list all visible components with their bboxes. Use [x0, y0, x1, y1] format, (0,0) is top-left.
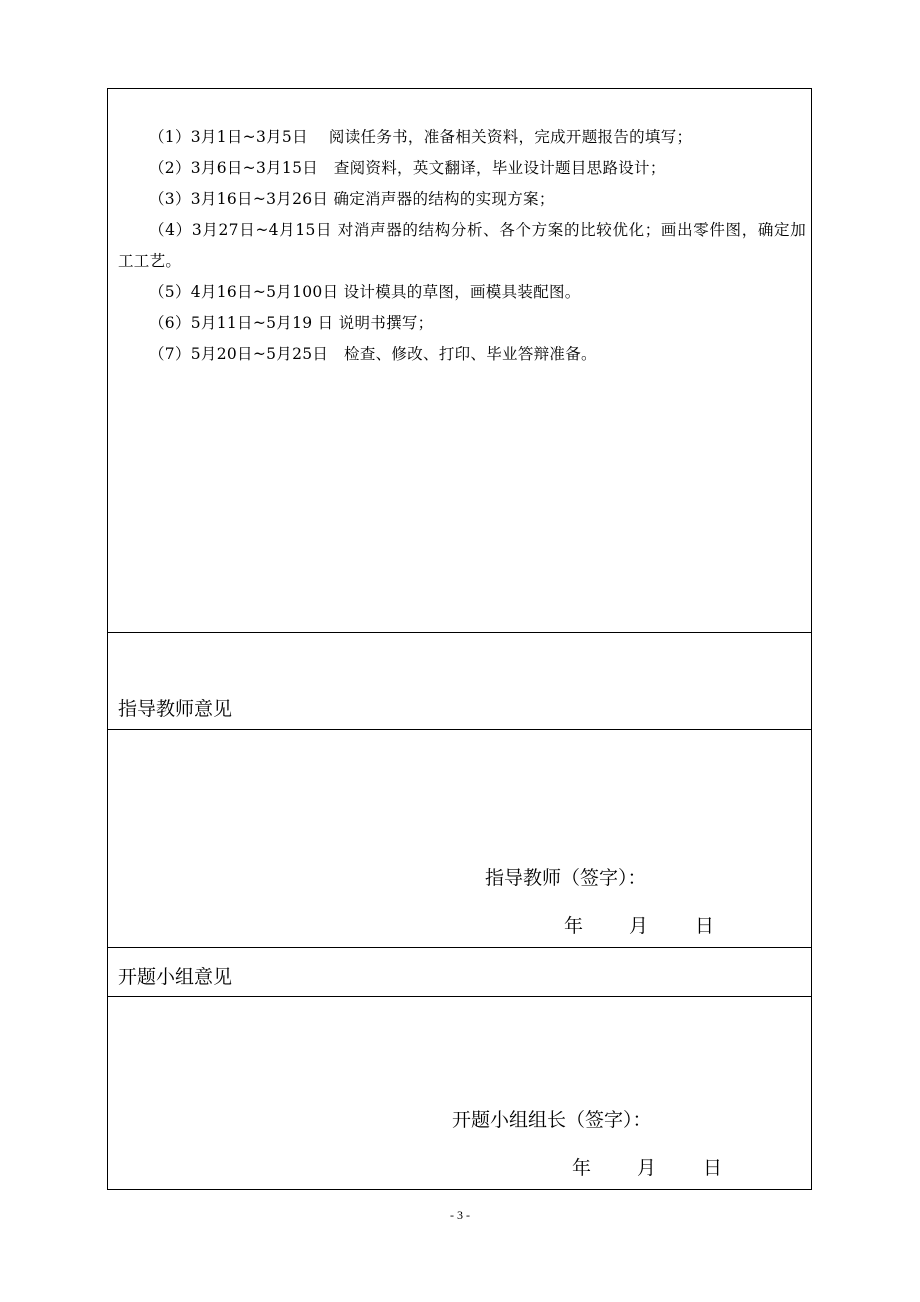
- group-month-label: 月: [637, 1157, 657, 1179]
- advisor-signature-label: 指导教师（签字）：: [485, 867, 647, 889]
- schedule-item-7: （7）5月20日~5月25日 检查、修改、打印、毕业答辩准备。: [149, 345, 597, 363]
- group-opinion-cell: [107, 996, 812, 1190]
- advisor-day-label: 日: [695, 915, 715, 937]
- page-number: - 3 -: [450, 1208, 470, 1222]
- group-leader-signature-label: 开题小组组长（签字）：: [452, 1109, 652, 1131]
- advisor-year-label: 年: [564, 915, 584, 937]
- group-year-label: 年: [572, 1157, 592, 1179]
- advisor-opinion-header-cell: [107, 632, 812, 730]
- advisor-month-label: 月: [629, 915, 649, 937]
- schedule-item-2: （2）3月6日~3月15日 查阅资料，英文翻译，毕业设计题目思路设计；: [149, 159, 666, 177]
- group-day-label: 日: [703, 1157, 723, 1179]
- schedule-item-1: （1）3月1日~3月5日 阅读任务书，准备相关资料，完成开题报告的填写；: [149, 128, 693, 146]
- schedule-item-5: （5）4月16日~5月100日 设计模具的草图，画模具装配图。: [149, 283, 581, 301]
- schedule-cell: [107, 88, 812, 633]
- group-opinion-label: 开题小组意见: [118, 966, 233, 988]
- advisor-opinion-label: 指导教师意见: [118, 698, 233, 720]
- schedule-item-6: （6）5月11日~5月19 日 说明书撰写；: [149, 314, 434, 332]
- schedule-item-4: （4）3月27日~4月15日 对消声器的结构分析、各个方案的比较优化；画出零件图，确定加工工艺。: [118, 221, 806, 270]
- group-opinion-header-cell: [107, 947, 812, 997]
- advisor-opinion-cell: [107, 729, 812, 948]
- schedule-list: [118, 122, 806, 370]
- schedule-item-3: （3）3月16日~3月26日 确定消声器的结构的实现方案；: [149, 190, 555, 208]
